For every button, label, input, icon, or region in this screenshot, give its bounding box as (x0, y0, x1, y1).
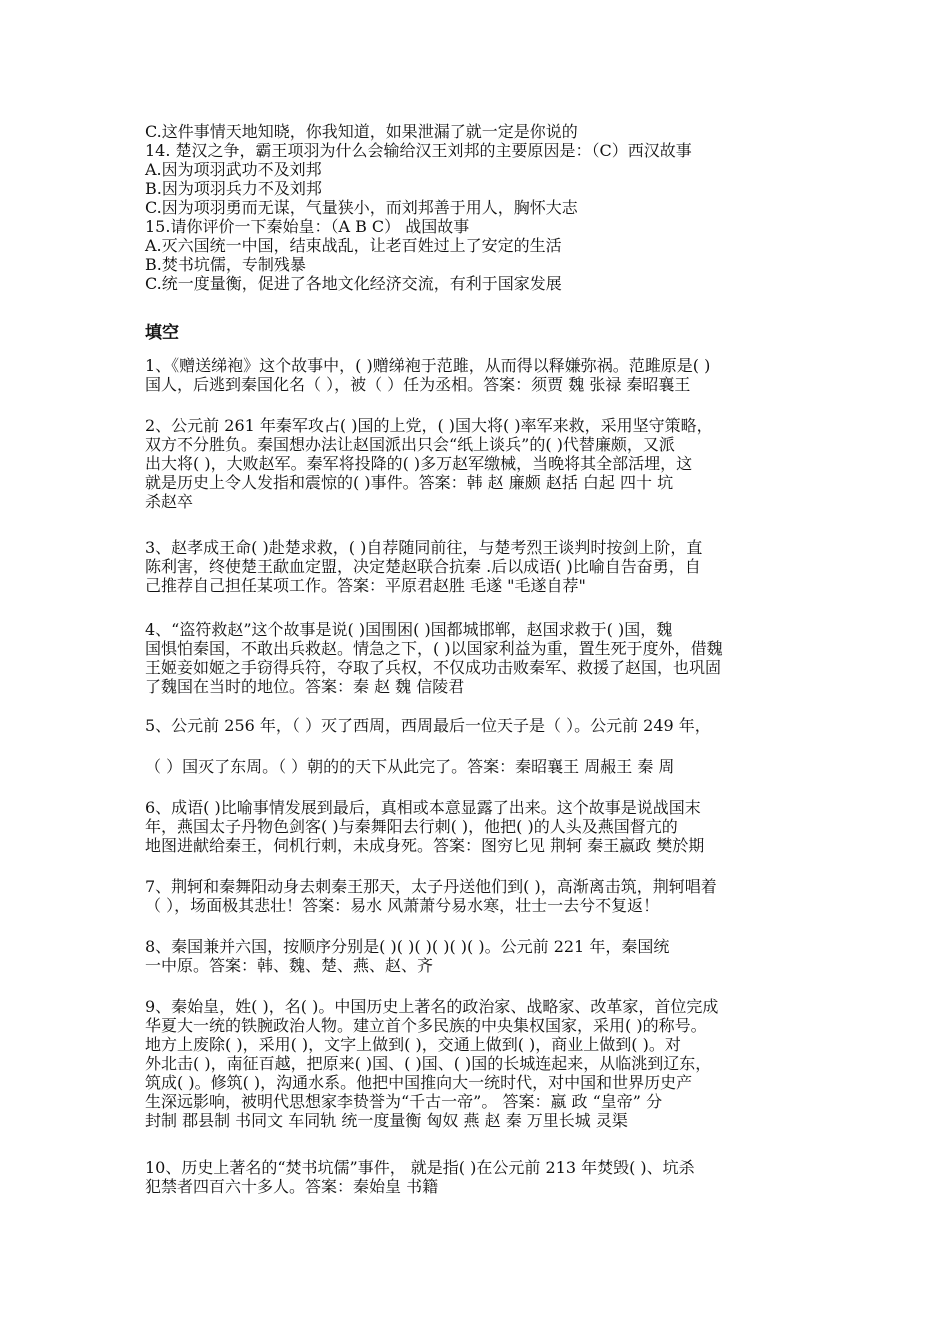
text-line: 封制 郡县制 书同文 车同轨 统一度量衡 匈奴 燕 赵 秦 万里长城 灵渠 (145, 1111, 628, 1130)
text-line: A.因为项羽武功不及刘邦 (145, 160, 322, 179)
text-line: C.统一度量衡，促进了各地文化经济交流，有利于国家发展 (145, 274, 562, 293)
text-line: 5、公元前 256 年，（ ）灭了西周，西周最后一位天子是（ ）。公元前 249 年， (145, 716, 711, 735)
text-line: 3、赵孝成王命( )赴楚求救，( )自荐随同前往，与楚考烈王谈判时按剑上阶，直 (145, 538, 703, 557)
text-line: 就是历史上令人发指和震惊的( )事件。答案：韩 赵 廉颇 赵括 白起 四十 坑 (145, 473, 674, 492)
text-line: 双方不分胜负。秦国想办法让赵国派出只会“纸上谈兵”的( )代替廉颇，又派 (145, 435, 675, 454)
text-line: 4、“盗符救赵”这个故事是说( )国围困( )国都城邯郸，赵国求救于( )国，魏 (145, 620, 673, 639)
question-9 (145, 997, 825, 1130)
text-line: C.这件事情天地知晓，你我知道，如果泄漏了就一定是你说的 (145, 122, 578, 141)
text-line: 15.请你评价一下秦始皇：（A B C） 战国故事 (145, 217, 470, 236)
question-3 (145, 538, 825, 595)
text-line: 犯禁者四百六十多人。答案：秦始皇 书籍 (145, 1177, 439, 1196)
text-line: 华夏大一统的铁腕政治人物。建立首个多民族的中央集权国家，采用( )的称号。 (145, 1016, 707, 1035)
text-line: 地方上废除( )，采用( )，文字上做到( )，交通上做到( )，商业上做到( )。对 (145, 1035, 681, 1054)
mc-continued-block (145, 122, 825, 293)
text-line: 王姬妾如姬之手窃得兵符，夺取了兵权，不仅成功击败秦军、救援了赵国，也巩固 (145, 658, 722, 677)
text-line: （ ）国灭了东周。（ ）朝的的天下从此完了。答案：秦昭襄王 周赧王 秦 周 (145, 757, 675, 776)
question-4 (145, 620, 825, 696)
text-line: （ ），场面极其悲壮！答案：易水 风萧萧兮易水寒，壮士一去兮不复返！ (145, 896, 660, 915)
text-line: 外北击( )，南征百越，把原来( )国、( )国、( )国的长城连起来，从临洮到辽东， (145, 1054, 712, 1073)
question-10 (145, 1158, 825, 1196)
text-line: B.焚书坑儒，专制残暴 (145, 255, 306, 274)
text-line: 地图进献给秦王，伺机行刺，未成身死。答案：图穷匕见 荆轲 秦王嬴政 樊於期 (145, 836, 705, 855)
question-5-part-2 (145, 757, 825, 776)
question-2 (145, 416, 825, 511)
text-line: 9、秦始皇，姓( )，名( )。中国历史上著名的政治家、战略家、改革家，首位完成 (145, 997, 719, 1016)
text-line: 己推荐自己担任某项工作。答案：平原君赵胜 毛遂 "毛遂自荐" (145, 576, 586, 595)
text-line: 8、秦国兼并六国，按顺序分别是( )( )( )( )( )( )。公元前 221 年，秦国统 (145, 937, 670, 956)
text-line: 10、历史上著名的“焚书坑儒”事件， 就是指( )在公元前 213 年焚毁( )、坑杀 (145, 1158, 695, 1177)
text-line: 6、成语( )比喻事情发展到最后，真相或本意显露了出来。这个故事是说战国末 (145, 798, 701, 817)
question-8 (145, 937, 825, 975)
text-line: 陈利害，终使楚王歃血定盟，决定楚赵联合抗秦 .后以成语( )比喻自告奋勇，自 (145, 557, 701, 576)
text-line: 7、荆轲和秦舞阳动身去刺秦王那天，太子丹送他们到( )，高渐离击筑，荆轲唱着 (145, 877, 717, 896)
text-line: 年，燕国太子丹物色剑客( )与秦舞阳去行刺( )，他把( )的人头及燕国督亢的 (145, 817, 678, 836)
text-line: B.因为项羽兵力不及刘邦 (145, 179, 322, 198)
question-5-part-1 (145, 716, 825, 735)
question-7 (145, 877, 825, 915)
text-line: 一中原。答案：韩、魏、楚、燕、赵、齐 (145, 956, 434, 975)
text-line: 筑成( )。修筑( )，沟通水系。他把中国推向大一统时代，对中国和世界历史产 (145, 1073, 693, 1092)
question-6 (145, 798, 825, 855)
text-line: 杀赵卒 (145, 492, 194, 511)
text-line: 1、《赠送绨袍》这个故事中，( )赠绨袍于范雎，从而得以释嫌弥祸。范雎原是( ) (145, 356, 711, 375)
text-line: C.因为项羽勇而无谋，气量狭小，而刘邦善于用人，胸怀大志 (145, 198, 578, 217)
text-line: 出大将( )，大败赵军。秦军将投降的( )多万赵军缴械，当晚将其全部活埋，这 (145, 454, 693, 473)
text-line: 国人，后逃到秦国化名（ ），被（ ）任为丞相。答案：须贾 魏 张禄 秦昭襄王 (145, 375, 691, 394)
text-line: 14. 楚汉之争，霸王项羽为什么会输给汉王刘邦的主要原因是：（C）西汉故事 (145, 141, 692, 160)
text-line: 国惧怕秦国，不敢出兵救赵。情急之下，( )以国家利益为重，置生死于度外，借魏 (145, 639, 723, 658)
question-1 (145, 356, 825, 394)
text-line: 了魏国在当时的地位。答案：秦 赵 魏 信陵君 (145, 677, 465, 696)
text-line: 2、公元前 261 年秦军攻占( )国的上党，( )国大将( )率军来救，采用坚守策略， (145, 416, 713, 435)
section-heading: 填空 (145, 323, 179, 343)
text-line: A.灭六国统一中国，结束战乱，让老百姓过上了安定的生活 (145, 236, 562, 255)
text-line: 生深远影响，被明代思想家李贽誉为“千古一帝”。 答案：嬴 政 “皇帝” 分 (145, 1092, 663, 1111)
